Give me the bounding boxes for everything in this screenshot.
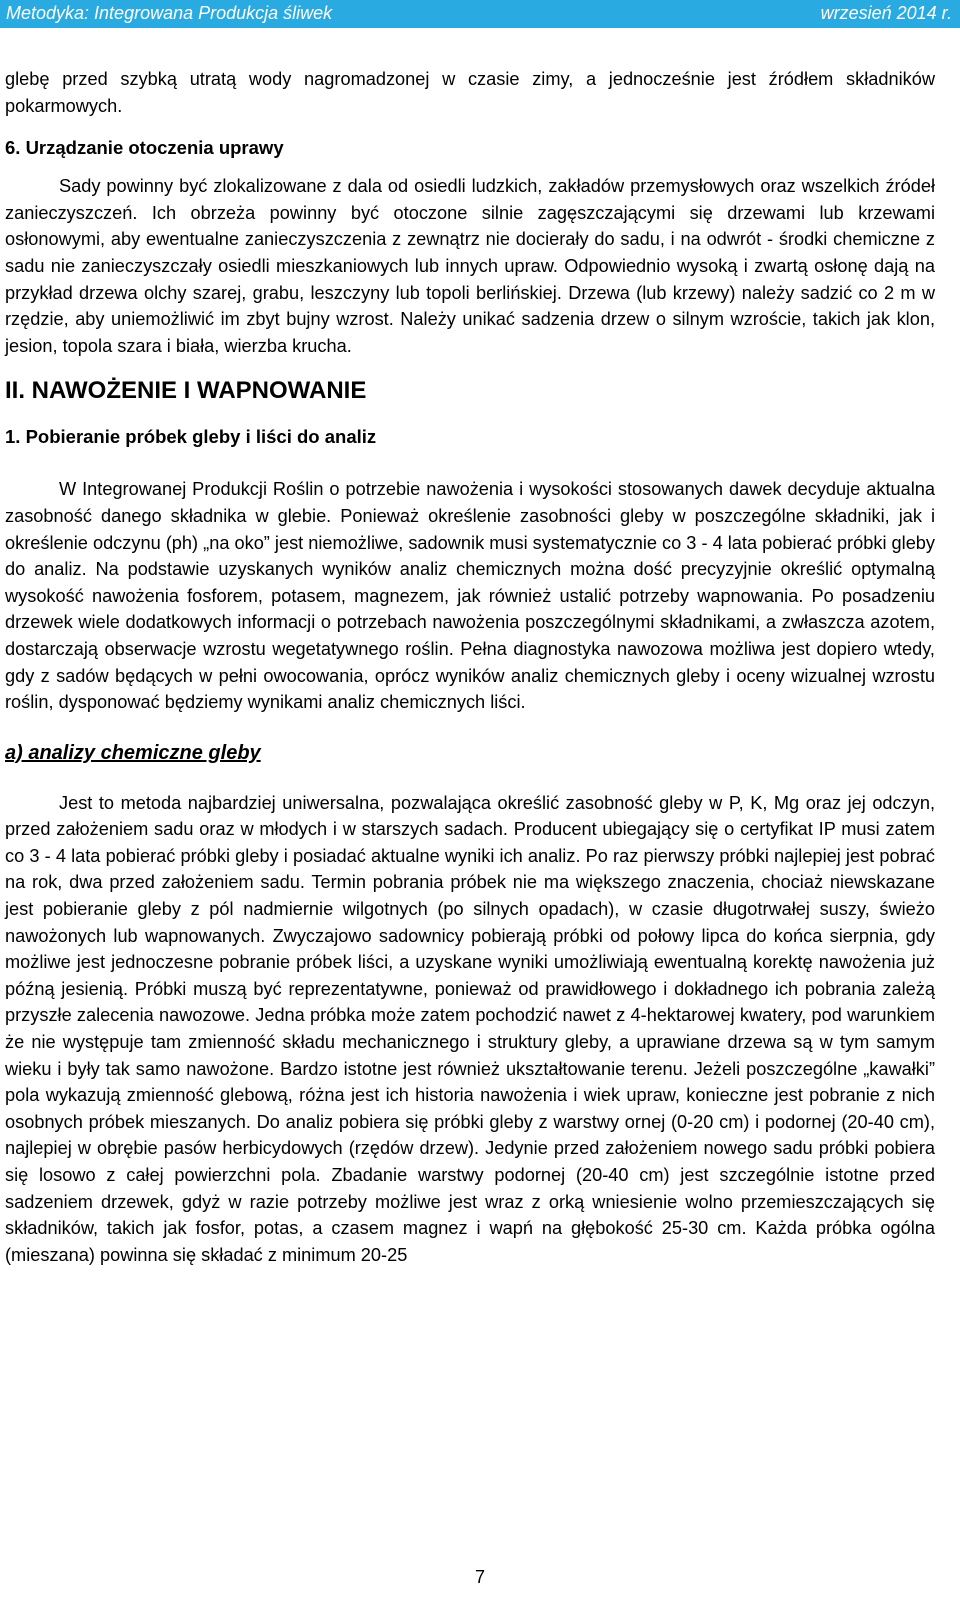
page-number: 7: [474, 1567, 485, 1587]
intro-paragraph: glebę przed szybką utratą wody nagromadzonej w czasie zimy, a jednocześnie jest źródłem składników pokarmowych.: [5, 69, 935, 116]
subsection-a-paragraph: Jest to metoda najbardziej uniwersalna, pozwalająca określić zasobność gleby w P, K, Mg oraz jej odczyn, przed założeniem sadu oraz w młodych i w starszych sadach. Producent ubiegający się o certyfikat IP musi zatem co 3 - 4 lata pobierać próbki gleby i posiadać aktualne wyniki ich analiz. Po raz pierwszy próbki najlepiej jest pobrać na rok, dwa przed założeniem sadu. Termin pobrania próbek nie ma większego znaczenia, chociaż niewskazane jest pobieranie gleby z pól nadmiernie wilgotnych (po silnych opadach), w czasie długotrwałej suszy, świeżo nawożonych lub wapnowanych. Zwyczajowo sadownicy pobierają próbki od połowy lipca do końca sierpnia, gdy możliwe jest jednoczesne pobranie próbek liści, a uzyskane wyniki umożliwiają ewentualną korektę nawożenia już późną jesienią. Próbki muszą być reprezentatywne, ponieważ od prawidłowego i dokładnego ich pobrania zależą przyszłe zalecenia nawozowe. Jedna próbka może zatem pochodzić nawet z 4-hektarowej kwatery, pod warunkiem że nie występuje tam zmienność składu mechanicznego i struktury gleby, a uprawiane drzewa są w tym samym wieku i były tak samo nawożone. Bardzo istotne jest również ukształtowanie terenu. Jeżeli poszczególne „kawałki” pola wykazują zmienność glebową, różna jest ich historia nawożenia i wiek upraw, konieczne jest pobranie z nich osobnych próbek mieszanych. Do analiz pobiera się próbki gleby z warstwy ornej (0-20 cm) i podornej (20-40 cm), najlepiej w obrębie pasów herbicydowych (rzędów drzew). Jedynie przed założeniem nowego sadu próbki pobiera się losowo z całej powierzchni pola. Zbadanie warstwy podornej (20-40 cm) jest szczególnie istotne przed sadzeniem drzewek, gdyż w razie potrzeby możliwe jest wraz z orką wniesienie wolno przemieszczających się składników, takich jak fosfor, potas, a czasem magnez i wapń na głębokość 25-30 cm. Każda próbka ogólna (mieszana) powinna się składać z minimum 20-25: [5, 792, 935, 1265]
header-date: wrzesień 2014 r.: [820, 3, 952, 23]
section-1-heading: 1. Pobieranie próbek gleby i liści do analiz: [5, 426, 377, 448]
chapter-heading: II. NAWOŻENIE I WAPNOWANIE: [5, 377, 367, 405]
section-6-heading: 6. Urządzanie otoczenia uprawy: [5, 137, 284, 159]
section-1-paragraph: W Integrowanej Produkcji Roślin o potrzebie nawożenia i wysokości stosowanych dawek decyduje aktualna zasobność danego składnika w glebie. Ponieważ określenie zasobności gleby w poszczególne składniki, jak i określenie odczynu (ph) „na oko” jest niemożliwe, sadownik musi systematycznie co 3 - 4 lata pobierać próbki gleby do analiz. Na podstawie uzyskanych wyników analiz chemicznych można dość precyzyjnie określić optymalną wysokość nawożenia fosforem, potasem, magnezem, jak również ustalić potrzeby wapnowania. Po posadzeniu drzewek wiele dodatkowych informacji o potrzebach nawożenia poszczególnymi składnikami, a zwłaszcza azotem, dostarczają obserwacje wzrostu wegetatywnego roślin. Pełna diagnostyka nawozowa możliwa jest dopiero wtedy, gdy z sadów będących w pełni owocowania, oprócz wyników analiz chemicznych gleby i oceny wizualnej wzrostu roślin, dysponować będziemy wynikami analiz chemicznych liści.: [5, 479, 936, 713]
page-content: [5, 66, 935, 1268]
page-header: [0, 0, 960, 28]
section-6-paragraph: Sady powinny być zlokalizowane z dala od osiedli ludzkich, zakładów przemysłowych oraz wszelkich źródeł zanieczyszczeń. Ich obrzeża powinny być otoczone silnie zagęszczającymi się drzewami lub krzewami osłonowymi, aby ewentualne zanieczyszczenia z zewnątrz nie docierały do sadu, i na odwrót - środki chemiczne z sadu nie zanieczyszczały osiedli mieszkaniowych lub innych upraw. Odpowiednio wysoką i zwartą osłonę dają na przykład drzewa olchy szarej, grabu, leszczyny lub topoli berlińskiej. Drzewa (lub krzewy) należy sadzić co 2 m w rzędzie, aby uniemożliwić im zbyt bujny wzrost. Należy unikać sadzenia drzew o silnym wzroście, takich jak klon, jesion, topola szara i biała, wierzba krucha.: [5, 176, 935, 356]
subsection-a-heading: a) analizy chemiczne gleby: [5, 741, 261, 764]
header-title: Metodyka: Integrowana Produkcja śliwek: [6, 3, 333, 23]
